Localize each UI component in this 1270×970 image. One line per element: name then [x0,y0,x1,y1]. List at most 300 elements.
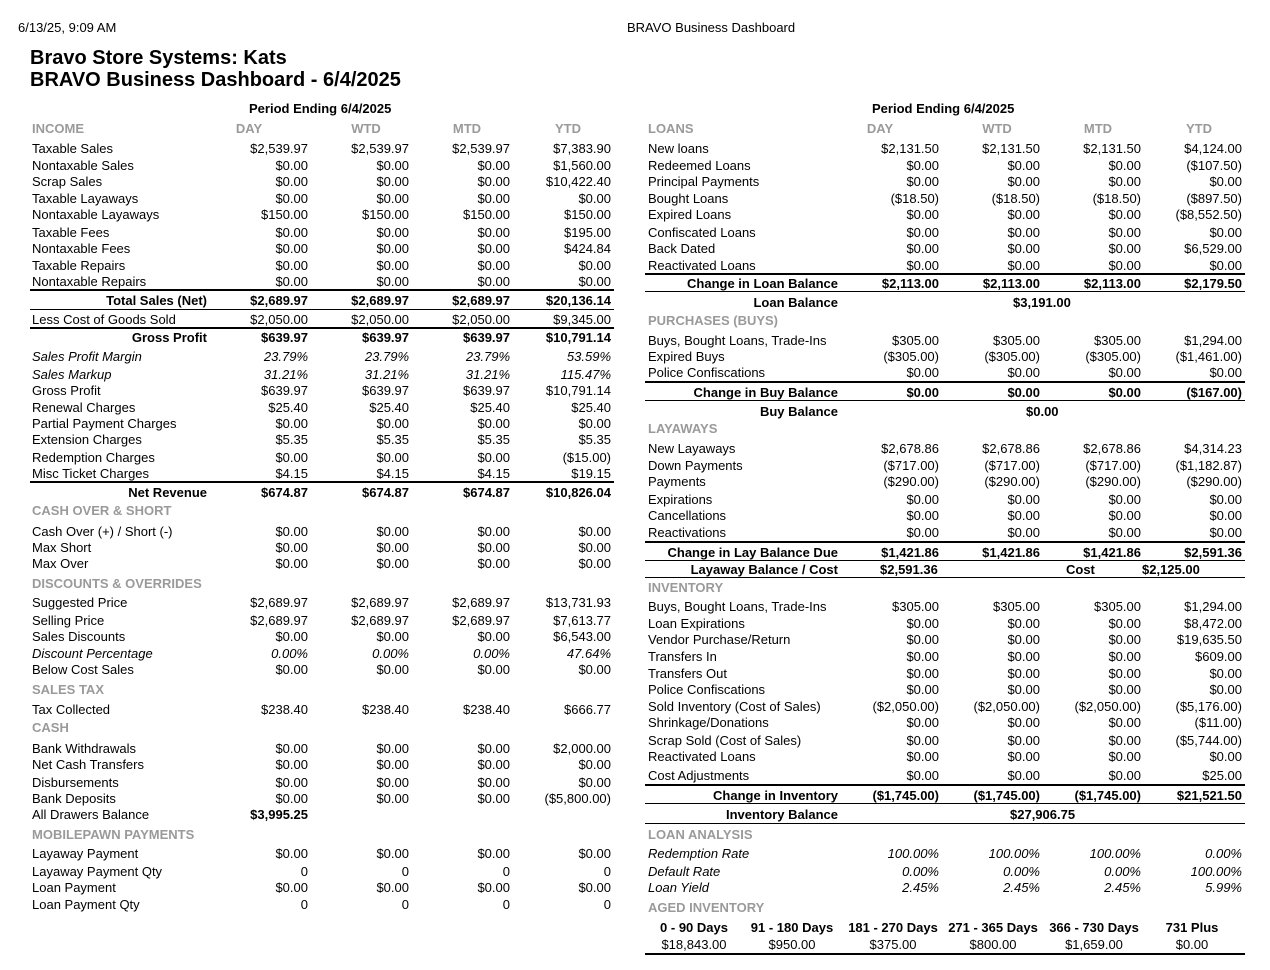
layaway-row-value-mtd: ($717.00) [1085,458,1141,473]
aged-bucket-value: $0.00 [1175,937,1209,952]
loan-row-value-wtd: $0.00 [1007,225,1040,240]
loan-analysis-row [648,846,1245,862]
income-detail-row-label: Gross Profit [32,383,101,398]
income-detail-row [32,450,614,466]
inventory-row-value-day: $0.00 [906,666,939,681]
cash-row-value-mtd: $0.00 [477,741,510,756]
inventory-row-label: Transfers In [648,649,717,664]
income-row-label: Nontaxable Layaways [32,207,160,222]
mobilepawn-row [32,846,614,862]
income-detail-row [32,367,614,383]
total-sales-row-value-wtd: $2,689.97 [351,293,409,308]
mobilepawn-row-label: Loan Payment Qty [32,897,140,912]
loan-row-value-ytd: ($8,552.50) [1175,207,1242,222]
mobilepawn-row-value-day: 0 [300,864,308,879]
inventory-row-label: Cost Adjustments [648,768,750,783]
loan-row-value-ytd: $4,124.00 [1184,141,1242,156]
layaways-heading: LAYAWAYS [648,421,718,436]
income-row-value-mtd: $0.00 [477,241,510,256]
income-row-value-day: $0.00 [275,241,308,256]
tax-collected-row-value-mtd: $238.40 [463,702,510,717]
layaway-row-value-ytd: ($1,182.87) [1175,458,1242,473]
aged-bucket-label: 271 - 365 Days [948,920,1038,935]
net-revenue-row-value-day: $674.87 [261,485,308,500]
buy-balance-change-row-value-ytd: ($167.00) [1186,385,1242,400]
buy-balance-change-row-label: Change in Buy Balance [693,385,838,400]
loan-row [648,141,1245,157]
inventory-row-value-wtd: $0.00 [1007,616,1040,631]
inventory-row-value-day: ($2,050.00) [872,699,939,714]
inventory-row-value-wtd: $0.00 [1007,666,1040,681]
loan-analysis-row-value-wtd: 2.45% [1003,880,1040,895]
discount-row-label: Suggested Price [32,595,128,610]
income-row-value-mtd: $0.00 [477,158,510,173]
cash-over-row-value-mtd: $0.00 [477,524,510,539]
cogs-row-label: Less Cost of Goods Sold [32,312,176,327]
layaway-row [648,525,1245,541]
purchase-row [648,333,1245,349]
loan-analysis-row-label: Redemption Rate [648,846,750,861]
income-detail-row-label: Extension Charges [32,432,142,447]
loan-row-label: Confiscated Loans [648,225,756,240]
mobilepawn-row-value-ytd: $0.00 [578,846,611,861]
layaway-row-value-day: $0.00 [906,525,939,540]
cash-over-row-value-mtd: $0.00 [477,540,510,555]
discount-row-value-day: $2,689.97 [250,595,308,610]
layaway-row-value-day: $0.00 [906,492,939,507]
cash-row-value-wtd: $0.00 [376,791,409,806]
inventory-row-value-day: $0.00 [906,649,939,664]
purchase-row-value-wtd: $0.00 [1007,365,1040,380]
inventory-row-value-mtd: $0.00 [1108,632,1141,647]
income-row-value-mtd: $0.00 [477,258,510,273]
inventory-row-value-mtd: $0.00 [1108,616,1141,631]
gross-profit-row-value-ytd: $10,791.14 [545,330,611,345]
loan-analysis-row-value-day: 2.45% [902,880,939,895]
buy-balance-value: $0.00 [1026,404,1059,419]
layaway-row-value-ytd: $0.00 [1209,492,1242,507]
income-row-value-day: $0.00 [275,258,308,273]
inventory-row-label: Sold Inventory (Cost of Sales) [648,699,821,714]
loan-row [648,225,1245,241]
buy-change-bottom-line [645,400,1245,401]
layaway-row [648,508,1245,524]
cash-row-label: Bank Deposits [32,791,116,806]
loan-row-value-mtd: $0.00 [1108,158,1141,173]
right-col-header-mtd: MTD [1083,121,1113,136]
purchase-row-value-mtd: ($305.00) [1085,349,1141,364]
loan-analysis-row-label: Loan Yield [648,880,709,895]
purchase-row-value-ytd: $0.00 [1209,365,1242,380]
loan-analysis-row [648,880,1245,896]
inventory-heading: INVENTORY [648,580,724,595]
loan-analysis-row-value-ytd: 100.00% [1190,864,1242,879]
discount-row-value-ytd: $13,731.93 [545,595,611,610]
inventory-row-value-ytd: $609.00 [1195,649,1242,664]
inventory-row [648,682,1245,698]
income-row-value-wtd: $0.00 [376,258,409,273]
loan-row-value-mtd: $0.00 [1108,174,1141,189]
income-detail-row [32,416,614,432]
income-row-value-ytd: $424.84 [564,241,611,256]
loan-analysis-row-value-ytd: 0.00% [1205,846,1242,861]
discount-row-value-wtd: $0.00 [376,629,409,644]
income-detail-row-value-wtd: 31.21% [364,367,409,382]
cash-row [32,741,614,757]
purchase-row [648,349,1245,365]
discount-row-value-mtd: $0.00 [477,629,510,644]
lay-change-bottom-line [645,560,1245,561]
inventory-row-value-mtd: ($2,050.00) [1074,699,1141,714]
inventory-row-label: Buys, Bought Loans, Trade-Ins [648,599,827,614]
buy-balance-change-row [648,385,1245,401]
loan-row-value-day: $0.00 [906,225,939,240]
income-row-value-wtd: $0.00 [376,158,409,173]
tax-collected-row-value-day: $238.40 [261,702,308,717]
inventory-row-value-ytd: $1,294.00 [1184,599,1242,614]
print-timestamp: 6/13/25, 9:09 AM [18,20,117,35]
layaway-row-value-wtd: $0.00 [1007,508,1040,523]
layaway-row-value-wtd: ($717.00) [984,458,1040,473]
inventory-row-value-ytd: ($5,176.00) [1175,699,1242,714]
income-detail-row-value-day: $639.97 [261,383,308,398]
inventory-change-line [645,784,1245,786]
discount-row-value-ytd: 47.64% [566,646,611,661]
cash-over-row-value-day: $0.00 [275,540,308,555]
inventory-row-value-day: $0.00 [906,715,939,730]
income-detail-row-value-day: 23.79% [263,349,308,364]
loan-row-value-day: $2,131.50 [881,141,939,156]
cash-row-value-day: $0.00 [275,791,308,806]
layaway-cost-value: $2,125.00 [1142,562,1200,577]
inventory-row-value-wtd: $0.00 [1007,632,1040,647]
cash-row-value-ytd: $0.00 [578,775,611,790]
discount-row [32,613,614,629]
income-detail-row-value-wtd: 23.79% [364,349,409,364]
purchase-row-value-wtd: ($305.00) [984,349,1040,364]
lay-balance-bottom-line [645,577,1245,578]
loan-row [648,158,1245,174]
inventory-row-label: Scrap Sold (Cost of Sales) [648,733,802,748]
lay-balance-change-row-value-ytd: $2,591.36 [1184,545,1242,560]
discount-row-value-day: $0.00 [275,662,308,677]
mobilepawn-row [32,864,614,880]
income-heading: INCOME [32,121,84,136]
income-detail-row-value-wtd: $4.15 [376,466,409,481]
loan-row-label: Principal Payments [648,174,760,189]
purchases-buys-heading: PURCHASES (BUYS) [648,313,779,328]
loan-analysis-heading: LOAN ANALYSIS [648,827,753,842]
income-row-value-day: $0.00 [275,274,308,289]
income-row [32,258,614,274]
layaway-row-value-mtd: $0.00 [1108,492,1141,507]
inventory-row-value-mtd: $0.00 [1108,715,1141,730]
income-detail-row-value-ytd: $25.40 [571,400,611,415]
income-detail-row-value-mtd: $0.00 [477,450,510,465]
cash-row-value-ytd: $2,000.00 [553,741,611,756]
inventory-change-bottom-line [645,803,1245,804]
income-row-value-day: $0.00 [275,158,308,173]
layaway-row-value-wtd: $0.00 [1007,525,1040,540]
gross-profit-row-value-wtd: $639.97 [362,330,409,345]
income-detail-row-value-wtd: $639.97 [362,383,409,398]
loan-analysis-row-value-ytd: 5.99% [1205,880,1242,895]
mobilepawn-row-value-wtd: $0.00 [376,880,409,895]
loan-row [648,207,1245,223]
buy-balance-label: Buy Balance [759,404,838,419]
income-row-value-ytd: $7,383.90 [553,141,611,156]
loan-balance-change-row-value-day: $2,113.00 [881,276,939,291]
income-detail-row-value-mtd: 31.21% [465,367,510,382]
aged-bucket-label: 366 - 730 Days [1049,920,1139,935]
layaway-row-value-ytd: ($290.00) [1186,474,1242,489]
income-row-value-wtd: $0.00 [376,174,409,189]
discount-row-value-ytd: $6,543.00 [553,629,611,644]
loan-row-value-wtd: $0.00 [1007,207,1040,222]
inventory-balance-label: Inventory Balance [726,807,838,822]
loan-balance-change-row-value-ytd: $2,179.50 [1184,276,1242,291]
cash-row-label: Bank Withdrawals [32,741,137,756]
cash-row-value-ytd: $0.00 [578,757,611,772]
layaway-row [648,474,1245,490]
cash-over-row-label: Max Short [32,540,92,555]
cogs-row-value-ytd: $9,345.00 [553,312,611,327]
income-detail-row-value-ytd: $5.35 [578,432,611,447]
mobilepawn-row-value-mtd: 0 [502,864,510,879]
cash-row-value-ytd: ($5,800.00) [544,791,611,806]
cash-over-row-label: Cash Over (+) / Short (-) [32,524,173,539]
tax-collected-row-value-ytd: $666.77 [564,702,611,717]
income-row [32,274,614,290]
layaway-row-value-day: $0.00 [906,508,939,523]
aged-bucket-label: 91 - 180 Days [750,920,834,935]
cogs-row [32,312,614,328]
layaway-row-label: Payments [648,474,706,489]
income-detail-row [32,466,614,482]
mobilepawn-row [32,880,614,896]
layaway-row-value-day: $2,678.86 [881,441,939,456]
income-detail-row-value-wtd: $25.40 [369,400,409,415]
store-title: Bravo Store Systems: Kats [30,47,287,69]
discount-row [32,629,614,645]
layaway-balance-value: $2,591.36 [880,562,938,577]
inventory-row-value-ytd: $25.00 [1202,768,1242,783]
inventory-row [648,733,1245,749]
income-detail-row-label: Misc Ticket Charges [32,466,150,481]
inventory-row-label: Transfers Out [648,666,727,681]
loan-row-value-mtd: ($18.50) [1092,191,1141,206]
right-col-header-day: DAY [866,121,894,136]
income-detail-row-value-mtd: $5.35 [477,432,510,447]
layaway-row-value-mtd: ($290.00) [1085,474,1141,489]
income-row-value-day: $150.00 [261,207,308,222]
cash-row [32,757,614,773]
discount-row-value-ytd: $7,613.77 [553,613,611,628]
inventory-row-value-day: $305.00 [892,599,939,614]
cash-over-row-value-mtd: $0.00 [477,556,510,571]
income-detail-row-label: Redemption Charges [32,450,155,465]
mobilepawn-payments-heading: MOBILEPAWN PAYMENTS [32,827,195,842]
cash-row-label: Net Cash Transfers [32,757,144,772]
inventory-change-row-value-ytd: $21,521.50 [1176,788,1242,803]
total-sales-row-value-mtd: $2,689.97 [452,293,510,308]
inventory-row-label: Vendor Purchase/Return [648,632,791,647]
total-sales-row [32,293,614,309]
cash-over-row-value-ytd: $0.00 [578,556,611,571]
income-detail-row-label: Renewal Charges [32,400,136,415]
income-row-value-wtd: $0.00 [376,274,409,289]
income-row-value-ytd: $195.00 [564,225,611,240]
income-detail-row-value-ytd: $19.15 [571,466,611,481]
inventory-row-value-wtd: $0.00 [1007,682,1040,697]
gross-profit-row-value-day: $639.97 [261,330,308,345]
mobilepawn-row-value-mtd: $0.00 [477,846,510,861]
mobilepawn-row-label: Layaway Payment [32,846,139,861]
purchase-row-value-mtd: $305.00 [1094,333,1141,348]
inventory-row-label: Shrinkage/Donations [648,715,769,730]
loan-row-value-mtd: $0.00 [1108,225,1141,240]
inventory-row-label: Loan Expirations [648,616,745,631]
loan-analysis-row-value-day: 100.00% [887,846,939,861]
loan-row [648,258,1245,274]
loan-balance-label: Loan Balance [753,295,838,310]
dashboard-title: BRAVO Business Dashboard - 6/4/2025 [30,69,401,91]
purchase-row-value-day: $0.00 [906,365,939,380]
inventory-row-value-day: $0.00 [906,616,939,631]
cash-over-row-label: Max Over [32,556,89,571]
cash-row-value-mtd: $0.00 [477,791,510,806]
print-page-title: BRAVO Business Dashboard [627,20,796,35]
inventory-row-value-mtd: $0.00 [1108,666,1141,681]
income-row-label: Taxable Layaways [32,191,139,206]
loan-row-value-wtd: $0.00 [1007,241,1040,256]
inventory-row-value-wtd: $0.00 [1007,715,1040,730]
right-col-header-ytd: YTD [1186,121,1212,136]
discount-row-value-wtd: $2,689.97 [351,613,409,628]
loan-row-value-day: $0.00 [906,158,939,173]
discount-row-value-mtd: 0.00% [473,646,510,661]
income-detail-row-value-mtd: $0.00 [477,416,510,431]
cash-over-row [32,556,614,572]
cash-row-value-day: $0.00 [275,741,308,756]
period-ending-right: Period Ending 6/4/2025 [872,101,1015,116]
buy-balance-change-row-value-mtd: $0.00 [1108,385,1141,400]
period-ending-left: Period Ending 6/4/2025 [249,101,392,116]
income-detail-row [32,383,614,399]
inventory-row-value-day: $0.00 [906,682,939,697]
loan-balance-change-row-value-mtd: $2,113.00 [1083,276,1141,291]
income-detail-row-value-ytd: 115.47% [560,367,611,382]
inventory-row-value-day: $0.00 [906,768,939,783]
income-total-line [30,289,614,291]
left-col-header-ytd: YTD [555,121,581,136]
inventory-row-value-wtd: $0.00 [1007,749,1040,764]
discount-row [32,662,614,678]
layaway-row [648,441,1245,457]
buy-balance-change-row-value-day: $0.00 [906,385,939,400]
income-row [32,158,614,174]
discount-row-value-ytd: $0.00 [578,662,611,677]
cash-over-row-value-day: $0.00 [275,556,308,571]
cash-over-row-value-wtd: $0.00 [376,556,409,571]
cash-row-value-wtd: $0.00 [376,757,409,772]
loan-row-value-wtd: $0.00 [1007,158,1040,173]
mobilepawn-row-value-mtd: $0.00 [477,880,510,895]
cash-over-row [32,524,614,540]
income-detail-row-value-ytd: ($15.00) [562,450,611,465]
inventory-row-value-wtd: $0.00 [1007,649,1040,664]
aged-bucket-label: 181 - 270 Days [848,920,938,935]
discount-row [32,595,614,611]
inventory-row [648,649,1245,665]
inventory-row-value-mtd: $0.00 [1108,749,1141,764]
inventory-row-value-ytd: $0.00 [1209,682,1242,697]
income-row-value-ytd: $0.00 [578,274,611,289]
loan-row-value-mtd: $2,131.50 [1083,141,1141,156]
loan-row-label: Reactivated Loans [648,258,756,273]
loan-row-value-ytd: $0.00 [1209,225,1242,240]
loan-row-label: Expired Loans [648,207,732,222]
lay-balance-change-row [648,545,1245,561]
mobilepawn-row-value-wtd: 0 [401,897,409,912]
loan-row-label: Bought Loans [648,191,729,206]
income-row-value-wtd: $0.00 [376,225,409,240]
net-revenue-row-value-mtd: $674.87 [463,485,510,500]
cogs-line [30,327,614,329]
net-revenue-row-label: Net Revenue [128,485,207,500]
all-drawers-balance-row [32,807,614,823]
loan-analysis-row-value-wtd: 100.00% [988,846,1040,861]
lay-balance-change-row-label: Change in Lay Balance Due [667,545,838,560]
total-sales-line [30,309,614,310]
lay-balance-change-row-value-day: $1,421.86 [881,545,939,560]
aged-bucket-label: 731 Plus [1165,920,1219,935]
income-row-value-day: $2,539.97 [250,141,308,156]
purchase-row-label: Expired Buys [648,349,725,364]
inventory-balance-bottom-line [645,823,1245,824]
income-row-label: Taxable Fees [32,225,110,240]
loan-row-value-wtd: ($18.50) [991,191,1040,206]
income-detail-row-value-mtd: $25.40 [470,400,510,415]
income-detail-row-value-ytd: 53.59% [566,349,611,364]
loan-analysis-row-value-mtd: 100.00% [1089,846,1141,861]
loan-analysis-row-value-mtd: 0.00% [1104,864,1141,879]
layaway-row-value-mtd: $2,678.86 [1083,441,1141,456]
loan-row-value-day: $0.00 [906,207,939,222]
inventory-row-value-ytd: ($11.00) [1194,715,1242,730]
cash-row [32,791,614,807]
layaway-row-value-ytd: $4,314.23 [1184,441,1242,456]
total-sales-row-label: Total Sales (Net) [106,293,207,308]
income-row-value-ytd: $1,560.00 [553,158,611,173]
loan-row [648,191,1245,207]
discount-row-value-day: $2,689.97 [250,613,308,628]
cogs-row-value-day: $2,050.00 [250,312,308,327]
loan-row-value-ytd: $0.00 [1209,258,1242,273]
aged-inventory-heading: AGED INVENTORY [648,900,765,915]
income-row-value-ytd: $0.00 [578,191,611,206]
net-revenue-row [32,485,614,501]
net-revenue-row-value-wtd: $674.87 [362,485,409,500]
discount-row-label: Discount Percentage [32,646,153,661]
gross-profit-row-label: Gross Profit [131,330,207,345]
income-detail-row-label: Sales Profit Margin [32,349,142,364]
loans-heading: LOANS [648,121,694,136]
income-detail-row-label: Partial Payment Charges [32,416,177,431]
all-drawers-balance-label: All Drawers Balance [32,807,150,822]
purchase-row-label: Police Confiscations [648,365,766,380]
aged-bucket-value: $1,659.00 [1065,937,1123,952]
